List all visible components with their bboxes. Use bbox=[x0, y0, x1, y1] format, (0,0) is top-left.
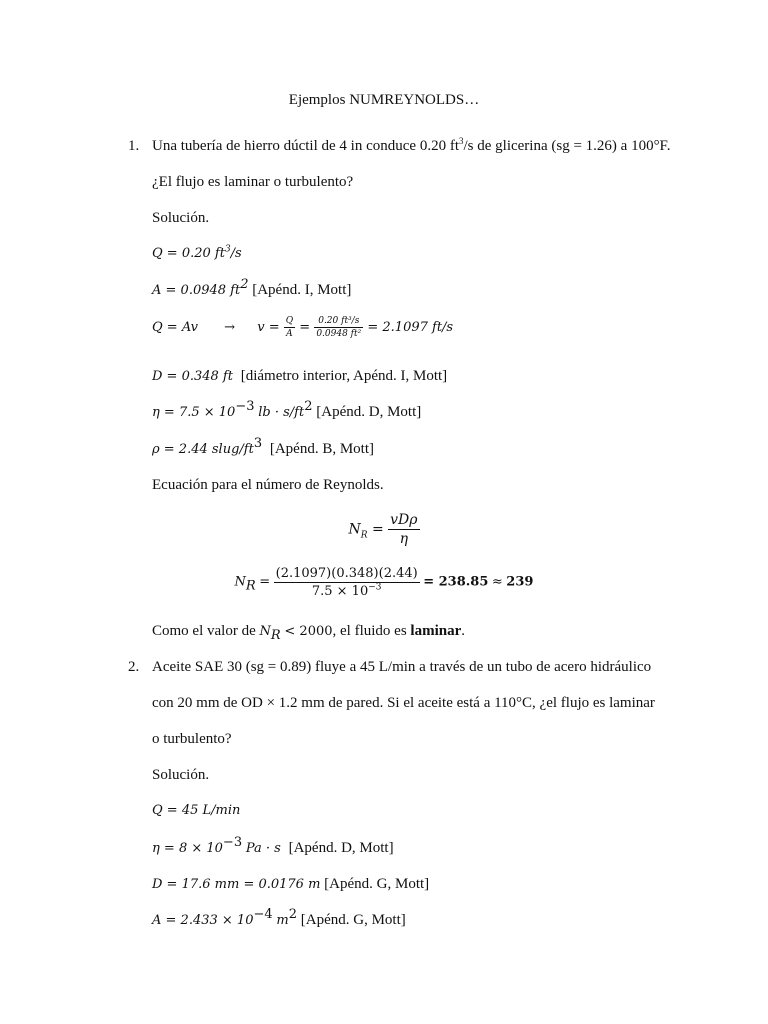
problem-2-line-1: Aceite SAE 30 (sg = 0.89) fluye a 45 L/min a través de un tubo de acero hidráulico bbox=[152, 659, 652, 675]
problem-1-statement: Una tubería de hierro dúctil de 4 in conduce 0.20 $ft^3/s$ de glicerina (sg = 1.26) a 100°F. bbox=[152, 136, 671, 154]
p2-diameter-equation: D = 17.6 mm = 0.0176 m [Apénd. G, Mott] bbox=[152, 876, 430, 892]
problem-1-question: ¿El flujo es laminar o turbulento? bbox=[152, 174, 354, 190]
density-equation: ρ = 2.44 slug/$ft^3$ [Apénd. B, Mott] bbox=[152, 436, 375, 457]
viscosity-equation: $\eta = 7.5 \times 10^{-3}$ lb · $s/ft^2$ [Apénd. D, Mott] bbox=[152, 399, 422, 420]
area-equation: A = 0.0948 $ft^2$ [Apénd. I, Mott] bbox=[152, 277, 352, 298]
reynolds-intro: Ecuación para el número de Reynolds. bbox=[152, 477, 384, 493]
reynolds-formula: $N_R$ = $\frac{\text{vDρ}}{\eta}$ bbox=[348, 512, 418, 547]
p2-viscosity-equation: $\eta = 8 \times 10^{-3}$ Pa · s [Apénd. D, Mott] bbox=[152, 835, 394, 856]
p2-flow-rate-equation: Q = 45 L/min bbox=[152, 803, 241, 818]
problem-1-solution-label: Solución. bbox=[152, 210, 210, 226]
problem-2-number: 2. bbox=[128, 659, 140, 675]
problem-1-number: 1. bbox=[128, 138, 140, 154]
v-fraction: $\frac{Q}{A}$ bbox=[285, 316, 294, 339]
problem-2-solution-label: Solución. bbox=[152, 767, 210, 783]
reynolds-fraction: $\frac{\text{vDρ}}{\eta}$ bbox=[390, 512, 418, 547]
reynolds-calculation: $N_R$ = $\frac{(2.1097)(0.348)(2.44)}{7.5 \times 10^{-3}}$ = 238.85 ≈ 239 bbox=[234, 566, 534, 599]
document-title: Ejemplos NUMREYNOLDS… bbox=[288, 92, 480, 108]
problem-2-line-2: con 20 mm de OD × 1.2 mm de pared. Si el aceite está a 110°C, ¿el flujo es laminar bbox=[152, 695, 655, 711]
problem-1-conclusion: Como el valor de $N_R < 2000$, el fluido es laminar. bbox=[152, 623, 466, 643]
reynolds-numeric-fraction: $\frac{(2.1097)(0.348)(2.44)}{7.5 \times 10^{-3}}$ bbox=[275, 566, 418, 599]
p2-area-equation: $A = 2.433 \times 10^{-4}$ $m^2$ [Apénd. G, Mott] bbox=[152, 907, 406, 928]
velocity-equation: Q = Av → v = $\frac{Q}{A}$ = $\frac{\text{0.20 ft³/s}}{\text{0.0948 ft²}}$ = 2.1097 ft/s bbox=[152, 316, 454, 339]
diameter-equation: D = 0.348 ft [diámetro interior, Apénd. I, Mott] bbox=[152, 368, 448, 384]
flow-rate-equation: Q = 0.20 $ft^3/s$ bbox=[152, 244, 242, 261]
v-numeric-fraction: $\frac{\text{0.20 ft³/s}}{\text{0.0948 ft²}}$ bbox=[316, 316, 362, 339]
problem-2-line-3: o turbulento? bbox=[152, 731, 232, 747]
